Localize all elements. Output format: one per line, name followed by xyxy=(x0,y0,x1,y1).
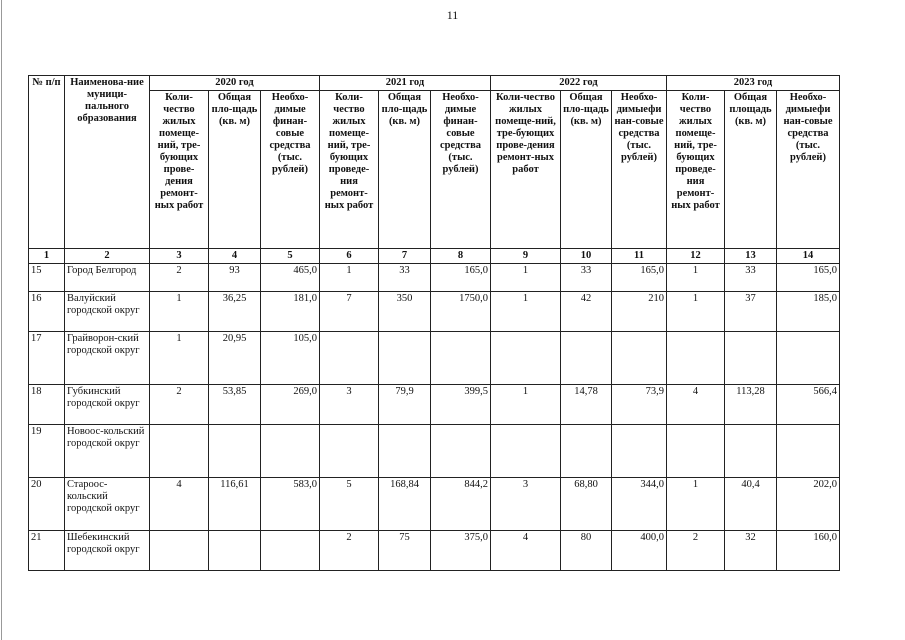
header-count-2023: Коли-чество жилых помеще-ний, тре-бующих проведе-ния ремонт-ных работ xyxy=(667,91,725,249)
row-number: 20 xyxy=(29,478,65,531)
funds-2023 xyxy=(777,425,840,478)
column-number: 14 xyxy=(777,249,840,264)
count-2023 xyxy=(667,425,725,478)
area-2020: 36,25 xyxy=(209,292,261,332)
count-2022: 3 xyxy=(491,478,561,531)
header-area-2023: Общая площадь (кв. м) xyxy=(725,91,777,249)
municipality-name: Грайворон-ский городской округ xyxy=(65,332,150,385)
page-number: 11 xyxy=(446,8,459,22)
funds-2021: 399,5 xyxy=(431,385,491,425)
area-2022 xyxy=(561,332,612,385)
area-2022: 33 xyxy=(561,264,612,292)
count-2020: 1 xyxy=(150,332,209,385)
funds-2023: 185,0 xyxy=(777,292,840,332)
header-funds-2022: Необхо-димыефи нан-совые средства (тыс. рублей) xyxy=(612,91,667,249)
area-2020: 116,61 xyxy=(209,478,261,531)
count-2021 xyxy=(320,332,379,385)
area-2023: 32 xyxy=(725,531,777,571)
funds-2022: 165,0 xyxy=(612,264,667,292)
count-2021: 1 xyxy=(320,264,379,292)
municipality-name: Новоос-кольский городской округ xyxy=(65,425,150,478)
funds-2021 xyxy=(431,332,491,385)
column-number: 5 xyxy=(261,249,320,264)
row-number: 15 xyxy=(29,264,65,292)
funds-2020: 465,0 xyxy=(261,264,320,292)
count-2022: 1 xyxy=(491,385,561,425)
area-2021: 33 xyxy=(379,264,431,292)
funds-2020 xyxy=(261,531,320,571)
area-2020: 93 xyxy=(209,264,261,292)
area-2023: 37 xyxy=(725,292,777,332)
column-number: 9 xyxy=(491,249,561,264)
header-funds-2020: Необхо-димые финан-совые средства (тыс. рублей) xyxy=(261,91,320,249)
area-2021 xyxy=(379,332,431,385)
funds-2021: 844,2 xyxy=(431,478,491,531)
count-2022: 1 xyxy=(491,264,561,292)
count-2022 xyxy=(491,332,561,385)
count-2023: 1 xyxy=(667,292,725,332)
funds-2021: 1750,0 xyxy=(431,292,491,332)
funds-2020: 583,0 xyxy=(261,478,320,531)
funds-2020: 181,0 xyxy=(261,292,320,332)
area-2021: 168,84 xyxy=(379,478,431,531)
funds-2021: 165,0 xyxy=(431,264,491,292)
row-number: 17 xyxy=(29,332,65,385)
funds-2020 xyxy=(261,425,320,478)
column-number: 11 xyxy=(612,249,667,264)
funds-2022 xyxy=(612,425,667,478)
count-2020: 4 xyxy=(150,478,209,531)
funds-2023 xyxy=(777,332,840,385)
count-2022 xyxy=(491,425,561,478)
area-2020 xyxy=(209,531,261,571)
table-row xyxy=(29,264,840,292)
header-area-2022: Общая пло-щадь (кв. м) xyxy=(561,91,612,249)
column-number: 13 xyxy=(725,249,777,264)
area-2022 xyxy=(561,425,612,478)
count-2020: 1 xyxy=(150,292,209,332)
funds-2023: 160,0 xyxy=(777,531,840,571)
count-2021 xyxy=(320,425,379,478)
funds-2023: 165,0 xyxy=(777,264,840,292)
area-2022: 14,78 xyxy=(561,385,612,425)
row-number: 16 xyxy=(29,292,65,332)
area-2023 xyxy=(725,425,777,478)
table-row xyxy=(29,332,840,385)
municipality-name: Староос-кольский городской округ xyxy=(65,478,150,531)
municipality-name: Город Белгород xyxy=(65,264,150,292)
column-number: 10 xyxy=(561,249,612,264)
count-2023: 4 xyxy=(667,385,725,425)
area-2020: 20,95 xyxy=(209,332,261,385)
municipality-name: Валуйский городской округ xyxy=(65,292,150,332)
row-number: 19 xyxy=(29,425,65,478)
funds-2020: 105,0 xyxy=(261,332,320,385)
column-number: 3 xyxy=(150,249,209,264)
count-2020 xyxy=(150,531,209,571)
funds-2020: 269,0 xyxy=(261,385,320,425)
municipality-name: Губкинский городской округ xyxy=(65,385,150,425)
header-funds-2023: Необхо-димыефи нан-совые средства (тыс. рублей) xyxy=(777,91,840,249)
row-number: 21 xyxy=(29,531,65,571)
header-name: Наименова-ние муници-пального образования xyxy=(65,76,150,249)
data-table xyxy=(28,75,840,571)
funds-2022: 400,0 xyxy=(612,531,667,571)
count-2021: 2 xyxy=(320,531,379,571)
area-2022: 80 xyxy=(561,531,612,571)
count-2020: 2 xyxy=(150,385,209,425)
area-2021: 79,9 xyxy=(379,385,431,425)
column-number: 2 xyxy=(65,249,150,264)
count-2023: 2 xyxy=(667,531,725,571)
header-funds-2021: Необхо-димые финан-совые средства (тыс. рублей) xyxy=(431,91,491,249)
header-area-2021: Общая пло-щадь (кв. м) xyxy=(379,91,431,249)
column-number: 12 xyxy=(667,249,725,264)
column-number: 8 xyxy=(431,249,491,264)
header-area-2020: Общая пло-щадь (кв. м) xyxy=(209,91,261,249)
area-2020 xyxy=(209,425,261,478)
header-count-2022: Коли-чество жилых помеще-ний, тре-бующих прове-дения ремонт-ных работ xyxy=(491,91,561,249)
column-number: 7 xyxy=(379,249,431,264)
area-2022: 68,80 xyxy=(561,478,612,531)
funds-2022: 210 xyxy=(612,292,667,332)
funds-2021 xyxy=(431,425,491,478)
area-2022: 42 xyxy=(561,292,612,332)
count-2021: 5 xyxy=(320,478,379,531)
header-year-2020: 2020 год xyxy=(150,76,320,91)
count-2023: 1 xyxy=(667,478,725,531)
table-row xyxy=(29,385,840,425)
header-count-2021: Коли-чество жилых помеще-ний, тре-бующих проведе-ния ремонт-ных работ xyxy=(320,91,379,249)
count-2023 xyxy=(667,332,725,385)
funds-2021: 375,0 xyxy=(431,531,491,571)
area-2021: 350 xyxy=(379,292,431,332)
area-2023: 40,4 xyxy=(725,478,777,531)
area-2023 xyxy=(725,332,777,385)
area-2023: 33 xyxy=(725,264,777,292)
municipality-name: Шебекинский городской округ xyxy=(65,531,150,571)
column-number: 4 xyxy=(209,249,261,264)
count-2021: 7 xyxy=(320,292,379,332)
area-2020: 53,85 xyxy=(209,385,261,425)
count-2020 xyxy=(150,425,209,478)
area-2023: 113,28 xyxy=(725,385,777,425)
funds-2022 xyxy=(612,332,667,385)
row-number: 18 xyxy=(29,385,65,425)
table-row xyxy=(29,292,840,332)
header-count-2020: Коли-чество жилых помеще-ний, тре-бующих прове-дения ремонт-ных работ xyxy=(150,91,209,249)
table-row xyxy=(29,425,840,478)
area-2021: 75 xyxy=(379,531,431,571)
funds-2023: 202,0 xyxy=(777,478,840,531)
table-row xyxy=(29,531,840,571)
area-2021 xyxy=(379,425,431,478)
header-year-2023: 2023 год xyxy=(667,76,840,91)
count-2022: 1 xyxy=(491,292,561,332)
funds-2022: 73,9 xyxy=(612,385,667,425)
header-year-2022: 2022 год xyxy=(491,76,667,91)
count-2021: 3 xyxy=(320,385,379,425)
funds-2023: 566,4 xyxy=(777,385,840,425)
count-2022: 4 xyxy=(491,531,561,571)
funds-2022: 344,0 xyxy=(612,478,667,531)
header-year-2021: 2021 год xyxy=(320,76,491,91)
count-2023: 1 xyxy=(667,264,725,292)
column-number: 6 xyxy=(320,249,379,264)
header-no: № п/п xyxy=(29,76,65,249)
column-number: 1 xyxy=(29,249,65,264)
count-2020: 2 xyxy=(150,264,209,292)
table-row xyxy=(29,478,840,531)
page-left-edge xyxy=(1,0,2,640)
